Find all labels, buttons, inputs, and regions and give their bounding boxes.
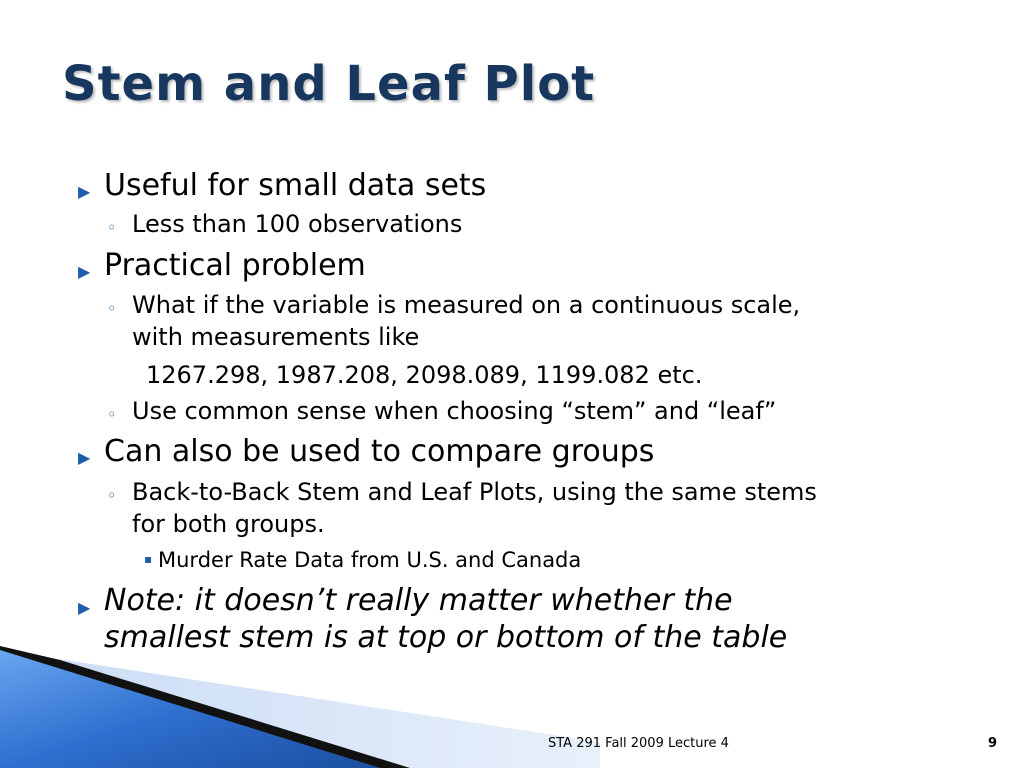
note-line2: smallest stem is at top or bottom of the table <box>104 620 788 655</box>
bullet-back-to-back-line2: for both groups. <box>132 510 325 538</box>
circle-bullet-icon: ◦ <box>107 218 117 237</box>
triangle-right-icon: ▶ <box>78 598 91 617</box>
circle-bullet-icon: ◦ <box>107 299 117 318</box>
bullet-murder-rate-data: Murder Rate Data from U.S. and Canada <box>158 548 582 572</box>
square-bullet-icon: ▪ <box>144 552 153 566</box>
footer-course: STA 291 Fall 2009 Lecture 4 <box>548 736 729 751</box>
slide-title: Stem and Leaf Plot <box>62 56 596 112</box>
bullet-less-than-100: Less than 100 observations <box>132 210 463 238</box>
measurement-examples: 1267.298, 1987.208, 2098.089, 1199.082 etc. <box>146 361 703 389</box>
triangle-right-icon: ▶ <box>78 182 91 201</box>
slide-number: 9 <box>988 736 998 751</box>
bullet-useful-small-data: Useful for small data sets <box>104 168 487 203</box>
triangle-right-icon: ▶ <box>78 262 91 281</box>
bullet-common-sense: Use common sense when choosing “stem” and “leaf” <box>132 397 777 425</box>
triangle-right-icon: ▶ <box>78 448 91 467</box>
bullet-back-to-back-line1: Back-to-Back Stem and Leaf Plots, using the same stems <box>132 478 817 506</box>
note-line1: Note: it doesn’t really matter whether the <box>104 583 733 618</box>
circle-bullet-icon: ◦ <box>107 405 117 424</box>
circle-bullet-icon: ◦ <box>107 486 117 505</box>
bullet-practical-problem: Practical problem <box>104 248 366 283</box>
bullet-compare-groups: Can also be used to compare groups <box>104 434 655 469</box>
bullet-continuous-scale-line2: with measurements like <box>132 323 420 351</box>
bullet-continuous-scale-line1: What if the variable is measured on a continuous scale, <box>132 291 801 319</box>
